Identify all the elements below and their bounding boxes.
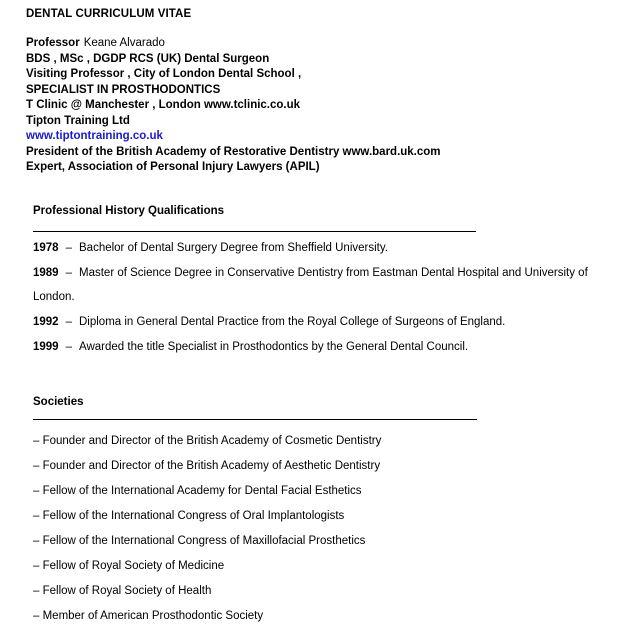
qualification-dash: – [65, 340, 72, 353]
qualification-text: Master of Science Degree in Conservative Dentistry from Eastman Dental Hospital and University of London. [33, 266, 588, 304]
qualification-item [33, 335, 618, 360]
qualification-item [33, 236, 618, 261]
qualification-dash: – [65, 316, 72, 329]
qualification-text: Diploma in General Dental Practice from the Royal College of Surgeons of England. [79, 316, 506, 329]
society-item: – Fellow of the International Congress of Oral Implantologists [33, 510, 345, 522]
societies-divider [33, 419, 477, 420]
document-title: DENTAL CURRICULUM VITAE [26, 8, 192, 20]
qualifications-heading: Professional History Qualifications [33, 205, 225, 217]
professor-name: Keane Alvarado [83, 37, 165, 49]
qualification-year: 1989 [33, 266, 59, 279]
society-item: – Fellow of the International Congress of Maxillofacial Prosthetics [33, 535, 366, 547]
societies-heading: Societies [33, 396, 84, 408]
professor-label: Professor [26, 37, 80, 49]
society-item: – Founder and Director of the British Academy of Aesthetic Dentistry [33, 460, 381, 472]
society-item: – Member of American Prosthodontic Society [33, 610, 264, 622]
professor-line [26, 36, 441, 52]
qualification-item [33, 261, 618, 310]
qualification-year: 1978 [33, 242, 59, 254]
society-item: – Founder and Director of the British Academy of Cosmetic Dentistry [33, 435, 382, 447]
specialist-line: SPECIALIST IN PROSTHODONTICS [26, 83, 221, 96]
president-line: President of the British Academy of Restorative Dentistry www.bard.uk.com [26, 145, 441, 158]
visiting-professor-line: Visiting Professor , City of London Dental School , [26, 68, 302, 80]
cv-header [26, 36, 441, 176]
qualifications-list [33, 236, 618, 360]
training-website-link[interactable]: www.tiptontraining.co.uk [26, 130, 163, 142]
clinic-line: T Clinic @ Manchester , London www.tclinic.co.uk [26, 99, 301, 111]
qualification-year: 1992 [33, 316, 59, 329]
societies-list [33, 429, 381, 629]
qualification-dash: – [65, 242, 72, 254]
qualification-text: Bachelor of Dental Surgery Degree from Sheffield University. [79, 242, 388, 254]
qualification-year: 1999 [33, 340, 59, 353]
qualification-text: Awarded the title Specialist in Prosthodontics by the General Dental Council. [79, 340, 469, 353]
society-item: – Fellow of Royal Society of Health [33, 585, 212, 597]
expert-line: Expert, Association of Personal Injury Lawyers (APIL) [26, 161, 320, 173]
society-item: – Fellow of Royal Society of Medicine [33, 560, 225, 572]
training-company-line: Tipton Training Ltd [26, 114, 130, 127]
degrees-line: BDS , MSc , DGDP RCS (UK) Dental Surgeon [26, 52, 270, 65]
society-item: – Fellow of the International Academy for Dental Facial Esthetics [33, 485, 362, 497]
qualifications-divider [33, 231, 476, 232]
qualification-item [33, 310, 618, 335]
qualification-dash: – [65, 266, 72, 279]
